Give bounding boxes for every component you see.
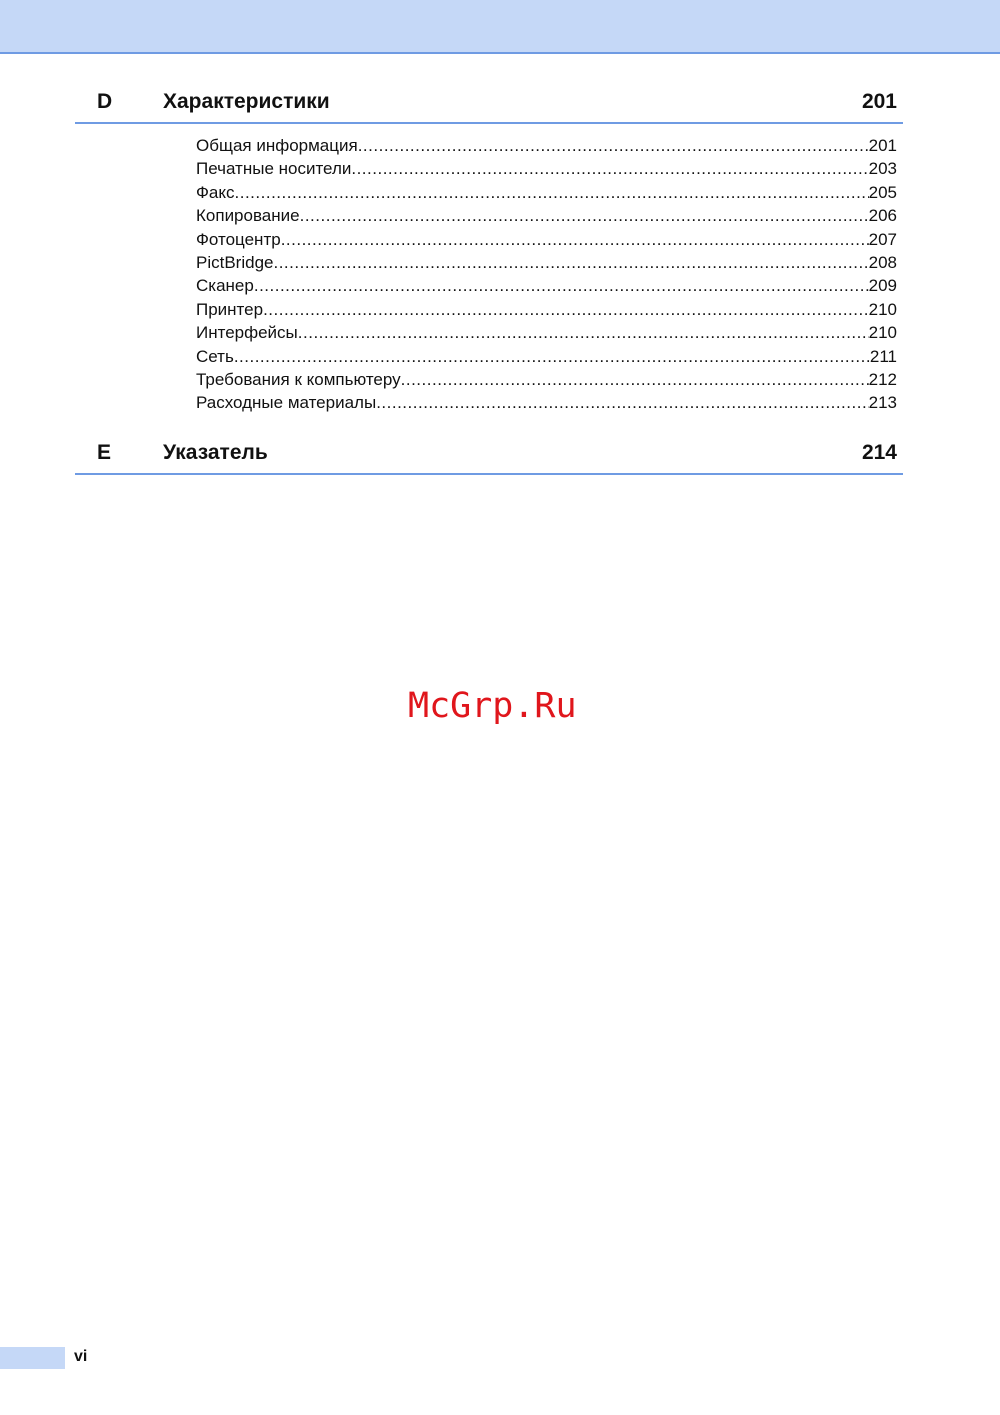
watermark: McGrp.Ru [408,686,577,726]
toc-entry-page: 213 [868,393,897,413]
section-page-number[interactable]: 214 [861,441,897,464]
dot-leader [351,157,868,180]
toc-section-e [75,439,903,475]
toc-entry-label: Общая информация [196,136,358,155]
toc-entry-list [75,134,903,415]
toc-entry-page: 210 [868,323,897,343]
toc-section-d [75,88,903,415]
toc-entry-page: 207 [868,229,897,249]
dot-leader [298,321,869,344]
toc-entry-label: Требования к компьютеру [196,369,401,389]
section-letter: D [97,90,113,113]
toc-entry-label: Печатные носители [196,159,352,179]
section-letter: E [97,441,112,464]
footer-tab [0,1347,65,1369]
section-page-number[interactable]: 201 [861,90,897,113]
toc-entry-label: PictBridge [196,252,274,272]
section-title[interactable]: Указатель [163,441,268,464]
toc-entry[interactable] [196,321,897,344]
dot-leader [273,251,868,274]
dot-leader [376,391,868,414]
toc-entry-label: Расходные материалы [196,393,377,413]
toc-entry-page: 208 [868,252,897,272]
dot-leader [358,134,869,157]
toc-entry[interactable] [196,368,897,391]
section-heading [75,439,903,475]
toc-entry[interactable] [196,274,897,297]
toc-entry-label: Фотоцентр [196,229,281,249]
toc-entry-label: Копирование [196,206,300,226]
dot-leader [263,298,869,321]
toc-entry-page: 211 [869,346,897,366]
toc-entry[interactable] [196,228,897,251]
dot-leader [234,345,870,368]
toc-entry-label: Факс [196,182,235,202]
toc-entry[interactable] [196,204,897,227]
header-band [0,0,1000,54]
toc-entry[interactable] [196,157,897,180]
toc-entry[interactable] [196,181,897,204]
toc-entry-label: Сеть [196,346,234,366]
toc-entry[interactable] [196,391,897,414]
toc-entry-page: 209 [868,276,897,296]
dot-leader [300,204,869,227]
toc-entry[interactable] [196,251,897,274]
footer-page-number: vi [74,1348,88,1365]
toc-entry-label: Интерфейсы [196,323,298,343]
toc-entry-page: 201 [868,136,897,155]
toc-entry-page: 203 [868,159,897,179]
toc-entry[interactable] [196,298,897,321]
toc-entry-page: 210 [868,299,897,319]
toc-entry[interactable] [196,134,897,157]
section-heading [75,88,903,124]
toc-entry-page: 212 [868,369,897,389]
toc-entry-page: 206 [868,206,897,226]
dot-leader [401,368,869,391]
toc-entry-page: 205 [868,182,897,202]
dot-leader [235,181,869,204]
dot-leader [281,228,869,251]
section-title[interactable]: Характеристики [163,90,330,113]
toc-entry-label: Принтер [196,299,264,319]
toc-entry-label: Сканер [196,276,254,296]
toc-entry[interactable] [196,345,897,368]
dot-leader [254,274,869,297]
